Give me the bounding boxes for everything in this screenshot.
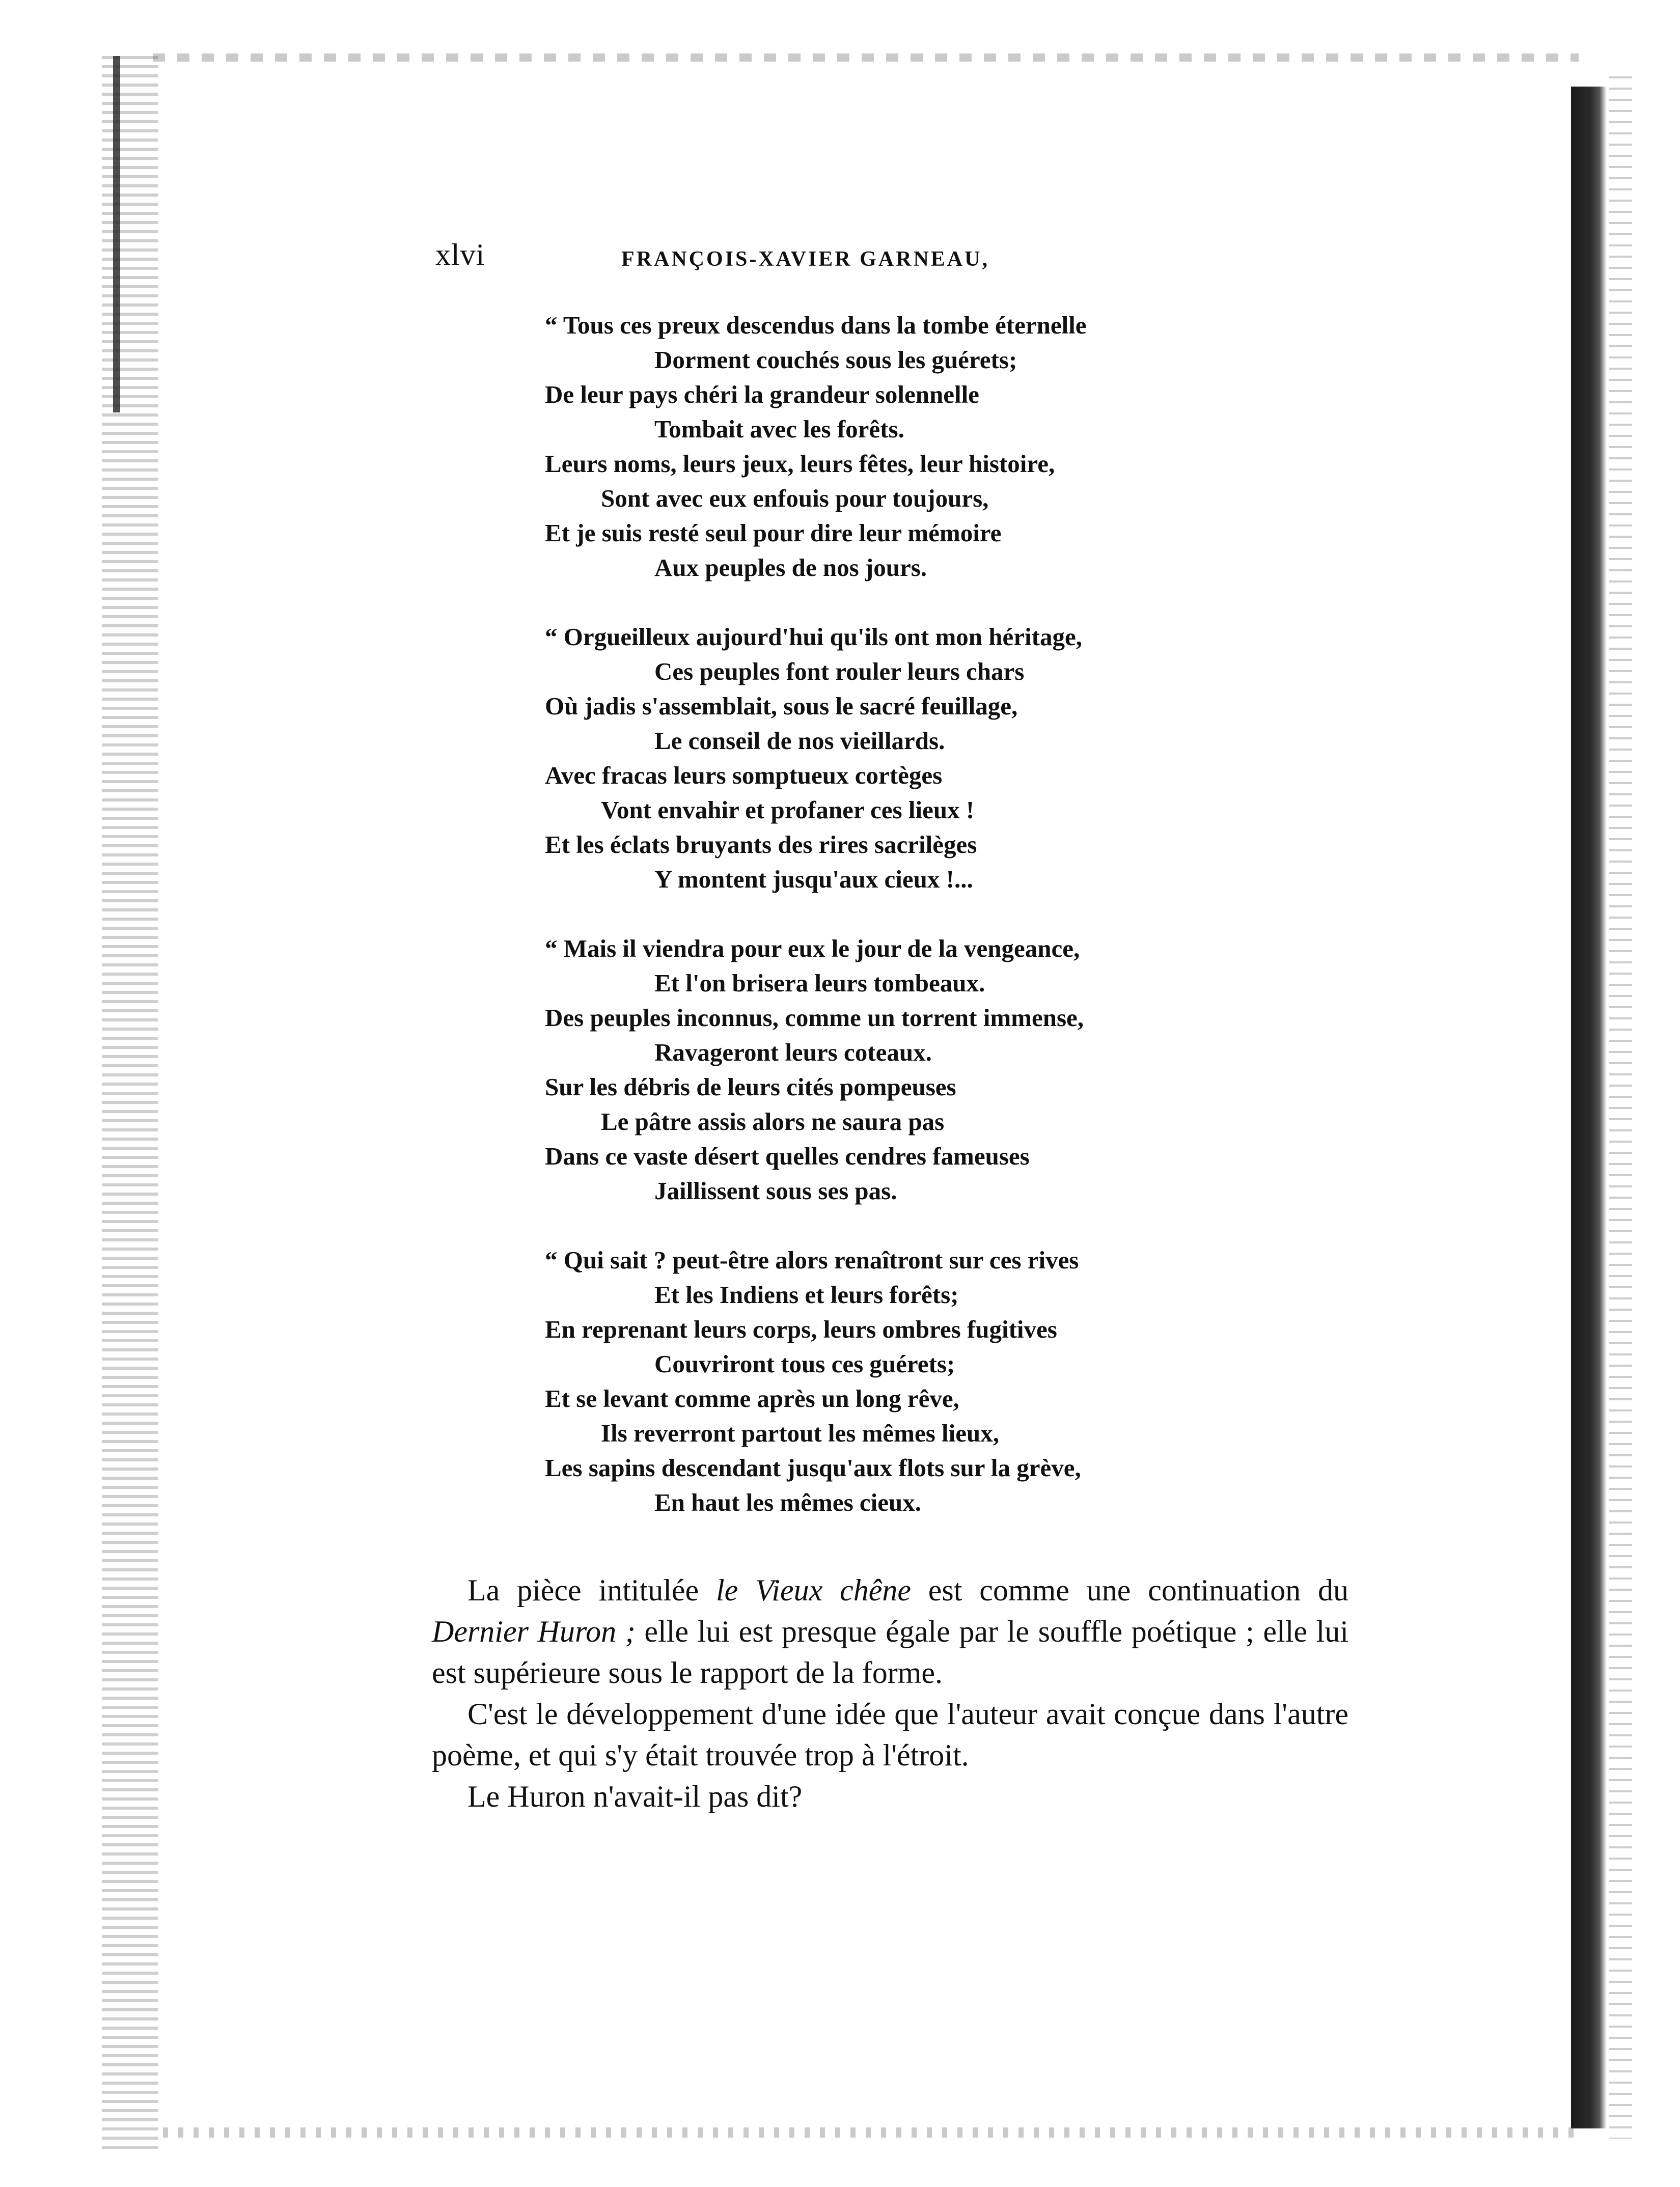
poem-line: Le conseil de nos vieillards. <box>654 727 945 755</box>
running-title: FRANÇOIS-XAVIER GARNEAU, <box>621 247 989 271</box>
page-number: xlvi <box>435 238 485 271</box>
scan-top-edge <box>153 53 1579 62</box>
poem-line: “ Tous ces preux descendus dans la tombe éternelle <box>545 311 1087 339</box>
stanza <box>545 931 1309 1208</box>
poem-line: Ils reverront partout les mêmes lieux, <box>601 1419 1000 1447</box>
poem-line: “ Qui sait ? peut-être alors renaîtront sur ces rives <box>545 1246 1079 1274</box>
poem-line: Dorment couchés sous les guérets; <box>654 346 1017 374</box>
poem-line: En haut les mêmes cieux. <box>654 1488 921 1516</box>
stanza <box>545 620 1309 897</box>
paragraph-1 <box>432 1570 1348 1694</box>
poem-line: Les sapins descendant jusqu'aux flots sur la grève, <box>545 1454 1081 1482</box>
poem-line: Et se levant comme après un long rêve, <box>545 1385 959 1413</box>
paragraph-1-text-a: La pièce intitulée <box>467 1573 716 1607</box>
poem <box>545 308 1309 1520</box>
poem-line: Leurs noms, leurs jeux, leurs fêtes, leur histoire, <box>545 450 1055 478</box>
poem-line: Ces peuples font rouler leurs chars <box>654 657 1025 685</box>
poem-line: “ Mais il viendra pour eux le jour de la vengeance, <box>545 934 1080 962</box>
prose-body <box>432 1570 1348 1817</box>
poem-line: Et l'on brisera leurs tombeaux. <box>654 969 985 997</box>
poem-line: Jaillissent sous ses pas. <box>654 1177 897 1205</box>
poem-line: Et les éclats bruyants des rires sacrilèges <box>545 830 977 859</box>
poem-line: Et les Indiens et leurs forêts; <box>654 1281 959 1309</box>
poem-line: “ Orgueilleux aujourd'hui qu'ils ont mon héritage, <box>545 623 1082 651</box>
poem-line: Vont envahir et profaner ces lieux ! <box>601 796 975 824</box>
paragraph-3: Le Huron n'avait-il pas dit? <box>467 1780 803 1813</box>
poem-line: Couvriront tous ces guérets; <box>654 1350 955 1378</box>
scan-left-edge <box>102 56 158 2149</box>
scan-left-binding <box>113 56 120 412</box>
stanza <box>545 1243 1309 1520</box>
poem-line: En reprenant leurs corps, leurs ombres fugitives <box>545 1315 1057 1343</box>
poem-line: De leur pays chéri la grandeur solennelle <box>545 380 979 408</box>
scan-right-edge-shadow <box>1571 87 1607 2128</box>
scan-bottom-edge <box>163 2127 1579 2138</box>
scan-right-edge-noise <box>1609 76 1632 2139</box>
poem-line: Avec fracas leurs somptueux cortèges <box>545 761 943 789</box>
paragraph-1-text-b: est comme une continuation du <box>911 1573 1348 1607</box>
paragraph-1-text-c: elle lui est presque égale par le souffle poétique ; elle lui est supérieure sous le rapport de la forme. <box>432 1615 1348 1690</box>
poem-line: Où jadis s'assemblait, sous le sacré feuillage, <box>545 692 1018 720</box>
paragraph-1-title-italic: le Vieux chêne <box>715 1573 911 1607</box>
poem-line: Aux peuples de nos jours. <box>654 553 927 582</box>
poem-line: Sur les débris de leurs cités pompeuses <box>545 1073 956 1101</box>
poem-line: Dans ce vaste désert quelles cendres fameuses <box>545 1142 1030 1170</box>
poem-line: Le pâtre assis alors ne saura pas <box>601 1108 945 1136</box>
poem-line: Des peuples inconnus, comme un torrent immense, <box>545 1004 1084 1032</box>
stanza <box>545 308 1309 585</box>
poem-line: Ravageront leurs coteaux. <box>654 1038 932 1066</box>
poem-line: Tombait avec les forêts. <box>654 415 904 443</box>
poem-line: Et je suis resté seul pour dire leur mémoire <box>545 519 1002 547</box>
paragraph-1-title-italic-2: Dernier Huron ; <box>432 1615 636 1648</box>
poem-line: Y montent jusqu'aux cieux !... <box>654 865 973 893</box>
paragraph-2: C'est le développement d'une idée que l'auteur avait conçue dans l'autre poème, et qui s'y était trouvée trop à l'étroit. <box>432 1697 1348 1772</box>
poem-line: Sont avec eux enfouis pour toujours, <box>601 484 989 512</box>
